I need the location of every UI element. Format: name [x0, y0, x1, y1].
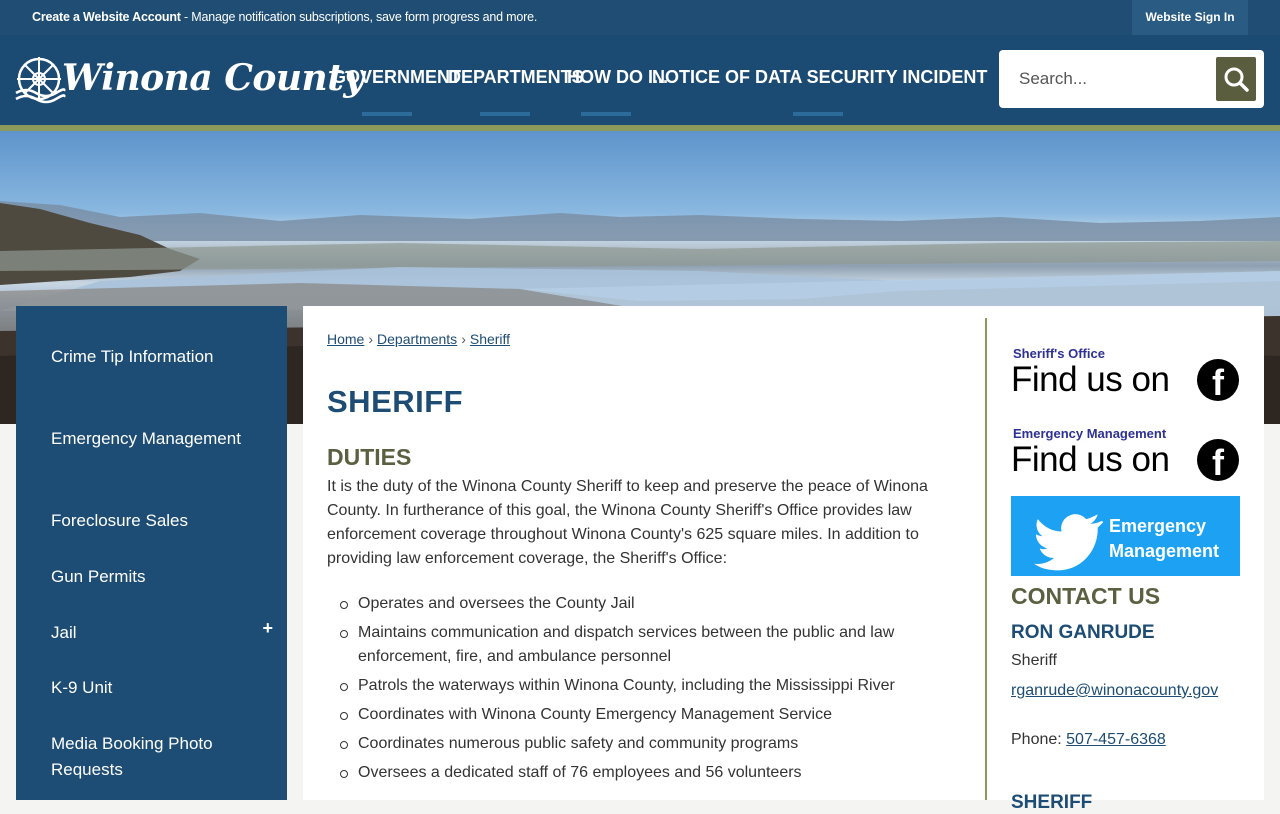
- nav-underline: [480, 112, 530, 116]
- breadcrumb-separator: ›: [368, 331, 374, 347]
- list-item: Maintains communication and dispatch services between the public and law enforcement, fire, and ambulance personnel: [327, 621, 967, 669]
- sidebar-item-gun-permits[interactable]: Gun Permits: [51, 567, 146, 586]
- list-item: Operates and oversees the County Jail: [327, 592, 967, 616]
- page-title: SHERIFF: [327, 384, 464, 419]
- duties-heading: DUTIES: [327, 444, 412, 470]
- sidebar-item-emergency-management[interactable]: Emergency Management: [51, 429, 241, 448]
- contact-heading: CONTACT US: [1011, 583, 1161, 609]
- breadcrumb-sheriff[interactable]: Sheriff: [469, 331, 511, 347]
- site-header: [0, 35, 1280, 125]
- sidebar-nav: [16, 306, 287, 800]
- duties-paragraph: It is the duty of the Winona County Sheriff to keep and preserve the peace of Winona County. In furtherance of this goal, the Winona County Sheriff's Office provides law enforcement coverage throughout Winona County's 625 square miles. In addition to providing law enforcement coverage, the Sheriff's Office:: [327, 478, 928, 567]
- list-item: Patrols the waterways within Winona County, including the Mississippi River: [327, 674, 967, 698]
- next-section-heading: SHERIFF: [1011, 792, 1093, 813]
- create-account-message: [32, 10, 537, 24]
- search-input[interactable]: [999, 50, 1214, 108]
- facebook-em-label: Emergency Management: [1013, 426, 1167, 441]
- search-button[interactable]: [1216, 57, 1256, 101]
- facebook-icon: f: [1197, 439, 1239, 481]
- contact-role: Sheriff: [1011, 652, 1057, 669]
- contact-email-link[interactable]: rganrude@winonacounty.gov: [1011, 682, 1219, 699]
- nav-government[interactable]: GOVERNMENT: [332, 67, 462, 87]
- list-item: Oversees a dedicated staff of 76 employees and 56 volunteers: [327, 761, 967, 785]
- sidebar-item-media-booking[interactable]: Media Booking Photo Requests: [51, 734, 213, 779]
- twitter-bird-icon: [1029, 502, 1109, 582]
- nav-underline: [362, 112, 412, 116]
- breadcrumb-separator: ›: [461, 331, 466, 347]
- nav-departments[interactable]: DEPARTMENTS: [448, 67, 584, 87]
- twitter-label: [1109, 514, 1219, 564]
- phone-label: Phone:: [1011, 731, 1067, 748]
- sidebar-item-crime-tip[interactable]: Crime Tip Information: [51, 347, 214, 366]
- twitter-em-link[interactable]: [1011, 496, 1240, 576]
- contact-phone: [1011, 731, 1166, 749]
- list-item: Coordinates numerous public safety and community programs: [327, 732, 967, 756]
- twitter-label-line2: Management: [1109, 541, 1220, 561]
- column-divider: [985, 318, 987, 800]
- duties-list: [327, 592, 967, 790]
- nav-underline: [581, 112, 631, 116]
- search-box: [999, 50, 1264, 108]
- nav-how-do-i[interactable]: HOW DO I...: [567, 67, 668, 87]
- phone-link[interactable]: 507-457-6368: [1066, 731, 1166, 748]
- twitter-label-line1: Emergency: [1109, 516, 1207, 536]
- find-us-on-text: Find us on: [1011, 440, 1170, 479]
- list-item: Coordinates with Winona County Emergency Management Service: [327, 703, 967, 727]
- county-logo[interactable]: [14, 49, 364, 111]
- sidebar-item-k9-unit[interactable]: K-9 Unit: [51, 678, 113, 697]
- right-column: [1011, 306, 1251, 813]
- facebook-sheriff-label: Sheriff's Office: [1013, 346, 1105, 361]
- find-us-on-text: Find us on: [1011, 360, 1170, 399]
- breadcrumb-departments[interactable]: Departments: [377, 331, 458, 347]
- facebook-icon: f: [1197, 359, 1239, 401]
- sidebar-item-jail[interactable]: Jail: [51, 623, 77, 642]
- expand-jail-icon[interactable]: +: [262, 618, 273, 638]
- utility-bar: [0, 0, 1280, 35]
- paddlewheel-icon: [14, 49, 64, 109]
- facebook-sheriff-link[interactable]: [1011, 346, 1241, 408]
- create-account-link[interactable]: Create a Website Account: [32, 10, 181, 24]
- main-content: [303, 306, 1264, 813]
- facebook-em-link[interactable]: [1011, 426, 1241, 488]
- sidebar-item-foreclosure-sales[interactable]: Foreclosure Sales: [51, 511, 189, 530]
- create-account-desc: - Manage notification subscriptions, save form progress and more.: [180, 10, 538, 24]
- nav-data-security-notice[interactable]: NOTICE OF DATA SECURITY INCIDENT: [652, 67, 988, 87]
- search-icon: [1216, 57, 1256, 101]
- nav-underline: [793, 112, 843, 116]
- sign-in-button[interactable]: Website Sign In: [1132, 0, 1248, 35]
- breadcrumb: [327, 331, 510, 347]
- logo-text: Winona County: [62, 57, 364, 99]
- contact-name: RON GANRUDE: [1011, 622, 1155, 643]
- breadcrumb-home[interactable]: Home: [327, 331, 365, 347]
